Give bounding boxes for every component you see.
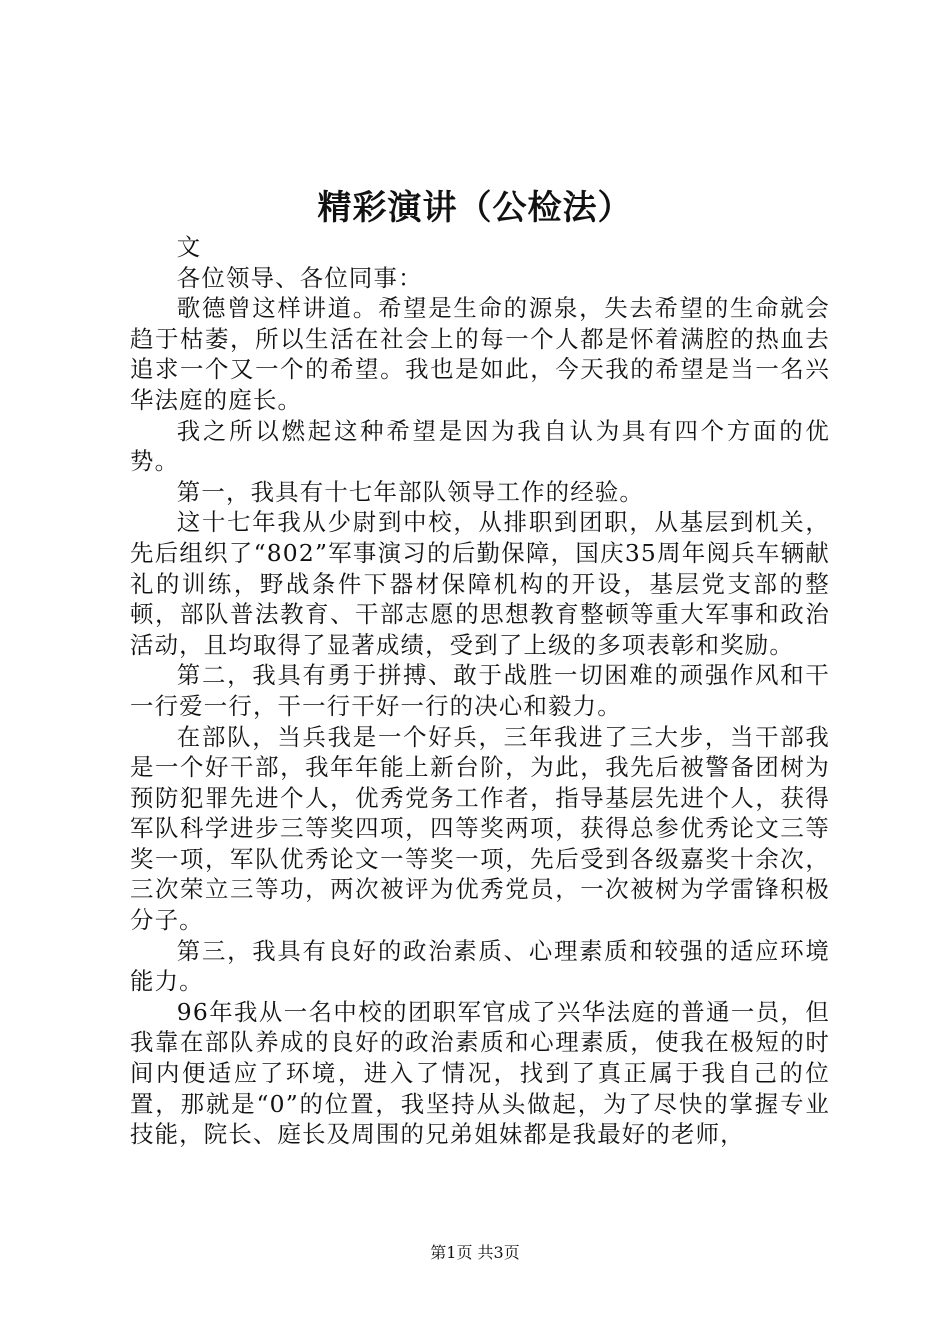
paragraph: 歌德曾这样讲道。希望是生命的源泉，失去希望的生命就会趋于枯萎，所以生活在社会上的每一个人都是怀着满腔的热血去追求一个又一个的希望。我也是如此，今天我的希望是当一名兴华法庭的庭长。	[130, 294, 830, 414]
paragraph-salutation: 各位领导、各位同事：	[176, 263, 423, 292]
paragraph: 第一，我具有十七年部队领导工作的经验。	[176, 477, 645, 506]
paragraph: 第二，我具有勇于拼搏、敢于战胜一切困难的顽强作风和干一行爱一行，干一行干好一行的决心和毅力。	[130, 661, 830, 720]
paragraph: 96年我从一名中校的团职军官成了兴华法庭的普通一员，但我靠在部队养成的良好的政治素质和心理素质，使我在极短的时间内便适应了环境，进入了情况，找到了真正属于我自己的位置，那就是“0”的位置，我坚持从头做起，为了尽快的掌握专业技能，院长、庭长及周围的兄弟姐妹都是我最好的老师，	[130, 997, 830, 1149]
paragraph: 我之所以燃起这种希望是因为我自认为具有四个方面的优势。	[130, 416, 830, 476]
paragraph: 这十七年我从少尉到中校，从排职到团职，从基层到机关，先后组织了“802”军事演习的后勤保障，国庆35周年阅兵车辆献礼的训练，野战条件下器材保障机构的开设，基层党支部的整顿，部队普法教育、干部志愿的思想教育整顿等重大军事和政治活动，且均取得了显著成绩，受到了上级的多项表彰和奖励。	[130, 508, 830, 659]
document-body	[130, 232, 830, 1150]
document-title: 精彩演讲（公检法）	[317, 188, 633, 228]
paragraph-author: 文	[176, 233, 202, 261]
page-number-footer: 第1页 共3页	[430, 1243, 520, 1262]
paragraph: 在部队，当兵我是一个好兵，三年我进了三大步，当干部我是一个好干部，我年年能上新台阶，为此，我先后被警备团树为预防犯罪先进个人，优秀党务工作者，指导基层先进个人，获得军队科学进步三等奖四项，四等奖两项，获得总参优秀论文三等奖一项，军队优秀论文一等奖一项，先后受到各级嘉奖十余次，三次荣立三等功，两次被评为优秀党员，一次被树为学雷锋积极分子。	[130, 722, 830, 935]
paragraph: 第三，我具有良好的政治素质、心理素质和较强的适应环境能力。	[130, 936, 830, 996]
